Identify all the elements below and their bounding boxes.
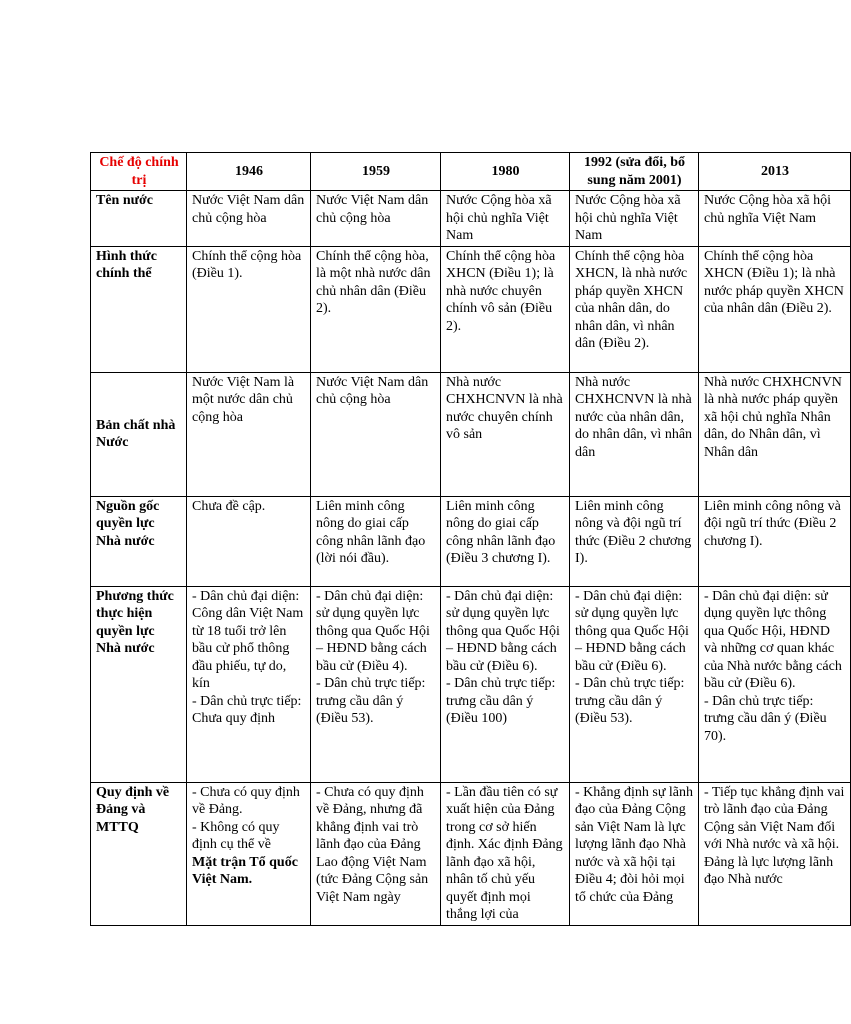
table-row	[91, 496, 851, 586]
table-cell	[441, 586, 570, 782]
cell-text: Nước Cộng hòa xã hội chủ nghĩa Việt Nam	[704, 193, 831, 226]
table-cell	[570, 191, 699, 247]
row-label: Phương thức thực hiện quyền lực Nhà nước	[91, 586, 187, 782]
cell-text: - Dân chủ đại diện: sử dụng quyền lực thông qua Quốc Hội, HĐND và những cơ quan khác của Nhà nước bằng cách bầu cử (Điều 6).	[704, 588, 842, 691]
cell-text: - Chưa có quy định về Đảng, nhưng đã khẳng định vai trò lãnh đạo của Đảng Lao động Việt Nam (tức Đảng Cộng sản	[316, 784, 429, 887]
cell-text: - Dân chủ đại diện: sử dụng quyền lực thông qua Quốc Hội – HĐND bằng cách bầu cử (Điều 4).	[316, 588, 430, 674]
cell-text: Liên minh công nông do giai cấp công nhân lãnh đạo (lời nói đầu).	[316, 498, 426, 566]
cell-text: Mặt trận Tổ quốc Việt Nam.	[192, 854, 298, 887]
cell-text: Liên minh công nông và đội ngũ trí thức (Điều 2 chương I).	[704, 498, 841, 549]
table-cell	[187, 782, 311, 925]
table-cell	[570, 246, 699, 372]
cell-text: - Dân chủ trực tiếp: Chưa quy định	[192, 693, 302, 726]
header-cell-year: 1946	[187, 153, 311, 191]
cell-text: Liên minh công nông do giai cấp công nhân lãnh đạo (Điều 3 chương I).	[446, 498, 556, 566]
cell-text: Việt Nam ngày	[316, 889, 401, 905]
cell-text: Nước Cộng hòa xã hội chủ nghĩa Việt Nam	[446, 193, 552, 243]
cell-text: Chính thể cộng hòa XHCN (Điều 1); là nhà nước pháp quyền XHCN của nhân dân (Điều 2).	[704, 248, 844, 316]
table-row	[91, 246, 851, 372]
row-label: Hình thức chính thể	[91, 246, 187, 372]
cell-text: - Dân chủ đại diện: Công dân Việt Nam từ 18 tuổi trở lên bầu cử phổ thông đầu phiếu, tự do, kín	[192, 588, 304, 691]
cell-text: - Chưa có quy định về Đảng.	[192, 784, 300, 817]
table-cell	[187, 496, 311, 586]
cell-text: Nước Việt Nam dân chủ cộng hòa	[192, 193, 305, 226]
table-cell	[699, 586, 851, 782]
table-cell	[699, 372, 851, 496]
cell-text: - Dân chủ trực tiếp: trưng cầu dân ý (Điều 100)	[446, 676, 556, 726]
cell-text: - Tiếp tục khẳng định vai trò lãnh đạo của Đảng Cộng sản Việt Nam đối với Nhà nước và xã hội. Đảng là lực lượng lãnh đạo Nhà nước	[704, 784, 845, 887]
table-cell	[570, 496, 699, 586]
table-cell	[570, 586, 699, 782]
cell-text: - Lần đầu tiên có sự xuất hiện của Đảng trong cơ sở hiến định. Xác định Đảng lãnh đạo xã hội, nhân tố chủ yếu quyết định mọi thắng lợi của	[446, 784, 563, 922]
header-cell-year: 1992 (sửa đổi, bổ sung năm 2001)	[570, 153, 699, 191]
cell-text: Chính thể cộng hòa XHCN (Điều 1); là nhà nước chuyên chính vô sản (Điều 2).	[446, 248, 556, 334]
table-cell	[570, 782, 699, 925]
cell-text: Nhà nước CHXHCNVN là nhà nước pháp quyền xã hội chủ nghĩa Nhân dân, do Nhân dân, vì Nhân dân	[704, 374, 842, 460]
cell-text: Nhà nước CHXHCNVN là nhà nước chuyên chính vô sản	[446, 374, 563, 442]
cell-text: - Dân chủ trực tiếp: trưng cầu dân ý (Điều 53).	[316, 676, 426, 726]
table-cell	[699, 496, 851, 586]
cell-text: Chưa đề cập.	[192, 498, 266, 514]
header-cell-year: 1959	[311, 153, 441, 191]
table-cell	[187, 191, 311, 247]
cell-text: - Dân chủ đại diện: sử dụng quyền lực thông qua Quốc Hội – HĐND bằng cách bầu cử (Điều 6).	[575, 588, 689, 674]
cell-text: Nước Việt Nam dân chủ cộng hòa	[316, 374, 429, 407]
table-cell	[441, 782, 570, 925]
table-row	[91, 782, 851, 925]
table-cell	[570, 372, 699, 496]
table-cell	[311, 191, 441, 247]
table-row	[91, 372, 851, 496]
cell-text: Chính thể cộng hòa, là một nhà nước dân chủ nhân dân (Điều 2).	[316, 248, 431, 316]
table-row	[91, 191, 851, 247]
header-cell-year: 1980	[441, 153, 570, 191]
cell-text: Liên minh công nông và đội ngũ trí thức (Điều 2 chương I).	[575, 498, 692, 566]
table-cell	[187, 246, 311, 372]
cell-text: Nước Cộng hòa xã hội chủ nghĩa Việt Nam	[575, 193, 681, 243]
comparison-table	[90, 152, 851, 926]
cell-text: Nước Việt Nam là một nước dân chủ cộng hòa	[192, 374, 295, 425]
cell-text: - Dân chủ trực tiếp: trưng cầu dân ý (Điều 53).	[575, 676, 685, 726]
table-cell	[441, 372, 570, 496]
cell-text: Chính thể cộng hòa XHCN, là nhà nước pháp quyền XHCN của nhân dân, do nhân dân, vì nhân dân (Điều 2).	[575, 248, 688, 351]
cell-text: - Không có quy định cụ thể về	[192, 819, 280, 852]
header-cell-regime: Chế độ chính trị	[91, 153, 187, 191]
row-label: Nguồn gốc quyền lực Nhà nước	[91, 496, 187, 586]
cell-text: - Khẳng định sự lãnh đạo của Đảng Cộng sản Việt Nam là lực lượng lãnh đạo Nhà nước và xã hội tại Điều 4; đòi hỏi mọi tổ chức của Đảng	[575, 784, 694, 905]
table-cell	[311, 586, 441, 782]
table-header-row	[91, 153, 851, 191]
table-cell	[441, 496, 570, 586]
table-cell	[699, 246, 851, 372]
table-cell	[311, 496, 441, 586]
table-cell	[311, 372, 441, 496]
row-label: Bản chất nhà Nước	[91, 372, 187, 496]
table-cell	[699, 191, 851, 247]
table-row	[91, 586, 851, 782]
table-cell	[311, 246, 441, 372]
table-cell	[187, 372, 311, 496]
row-label: Tên nước	[91, 191, 187, 247]
cell-text: Nước Việt Nam dân chủ cộng hòa	[316, 193, 429, 226]
table-cell	[441, 191, 570, 247]
header-cell-year: 2013	[699, 153, 851, 191]
row-label: Quy định về Đảng và MTTQ	[91, 782, 187, 925]
cell-text: Nhà nước CHXHCNVN là nhà nước của nhân dân, do nhân dân, vì nhân dân	[575, 374, 693, 460]
table-cell	[311, 782, 441, 925]
cell-text: - Dân chủ trực tiếp: trưng cầu dân ý (Điều 70).	[704, 693, 827, 744]
table-cell	[187, 586, 311, 782]
table-cell	[699, 782, 851, 925]
cell-text: - Dân chủ đại diện: sử dụng quyền lực thông qua Quốc Hội – HĐND bằng cách bầu cử (Điều 6).	[446, 588, 560, 674]
table-cell	[441, 246, 570, 372]
cell-text: Chính thể cộng hòa (Điều 1).	[192, 248, 302, 281]
